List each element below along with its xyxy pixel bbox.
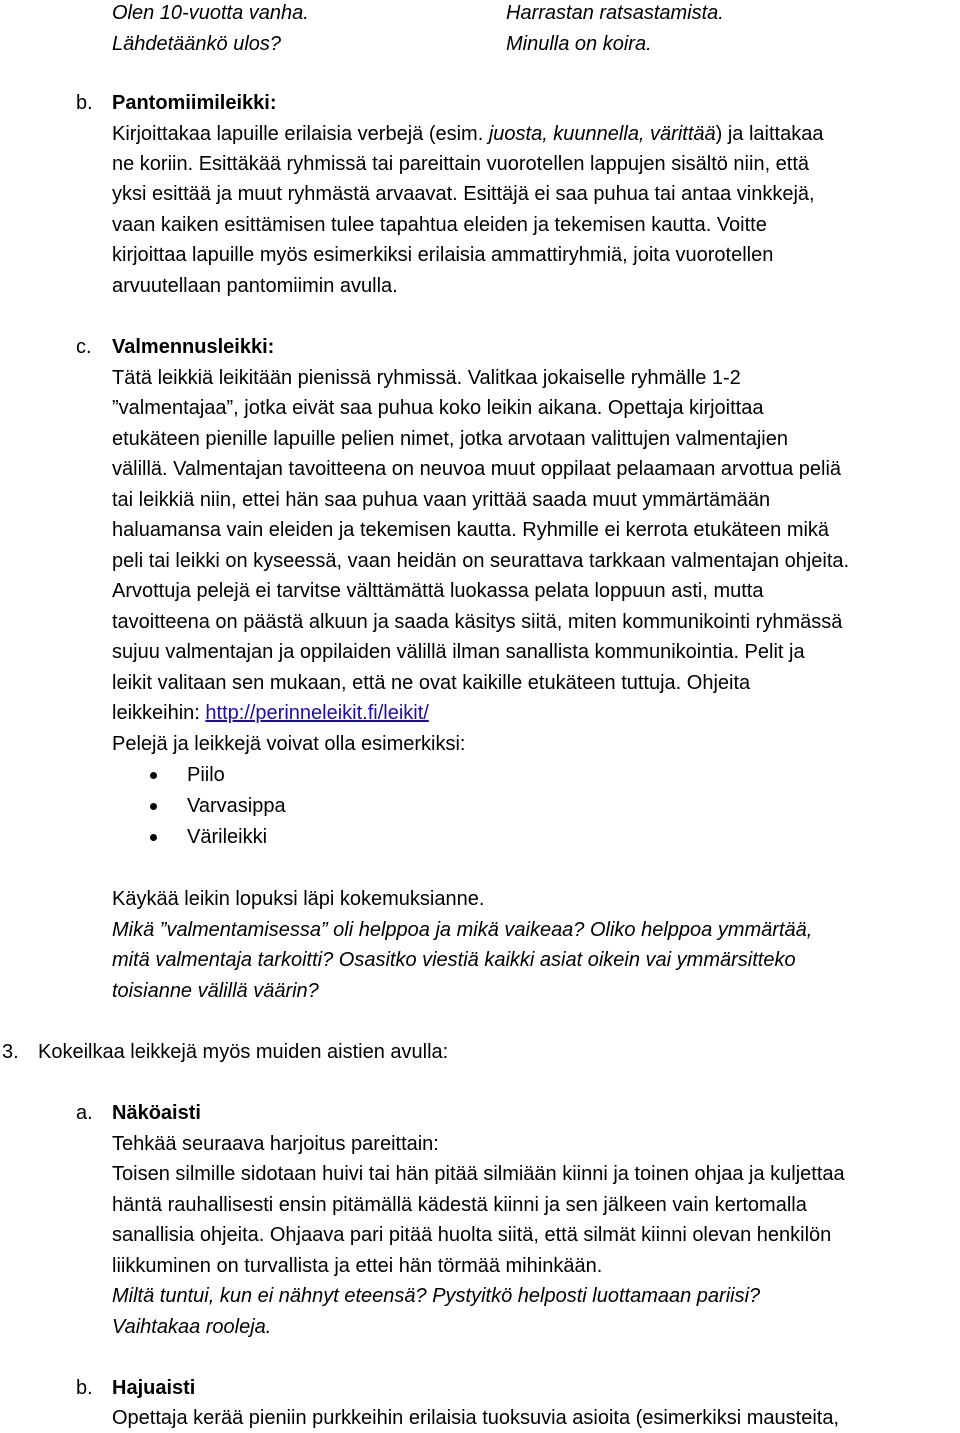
list-item: Värileikki (187, 826, 268, 848)
top-left-line-2: Lähdetäänkö ulos? (112, 33, 282, 55)
section-a-line-1: Tehkää seuraava harjoitus pareittain: (112, 1133, 439, 1155)
bullet-dot (150, 772, 157, 779)
section-c-question-2: mitä valmentaja tarkoitti? Osasitko viestiä kaikki asiat oikein vai ymmärsitteko (112, 949, 796, 971)
section-c-title: Valmennusleikki: (112, 336, 275, 358)
section-c-question-3: toisianne välillä väärin? (112, 980, 319, 1002)
section-a-question-2: Vaihtakaa rooleja. (112, 1316, 272, 1338)
section-c-line-10: sujuu valmentajan ja oppilaiden välillä ilman sanallista kommunikointia. Pelit ja (112, 641, 805, 663)
bullet-dot (150, 803, 157, 810)
section-a-title: Näköaisti (112, 1102, 201, 1124)
section-c-line-6: haluamansa vain eleiden ja tekemisen kautta. Ryhmille ei kerrota etukäteen mikä (112, 519, 830, 541)
section-b-line-3: yksi esittää ja muut ryhmästä arvaavat. Esittäjä ei saa puhua tai antaa vinkkejä, (112, 183, 815, 205)
section-c-line-7: peli tai leikki on kyseessä, vaan heidän on seurattava tarkkaan valmentajan ohjeita. (112, 550, 850, 572)
section-b-line-6: arvuutellaan pantomiimin avulla. (112, 275, 398, 297)
section-c-question-1: Mikä ”valmentamisessa” oli helppoa ja mikä vaikeaa? Oliko helppoa ymmärtää, (112, 919, 813, 941)
section-a-line-5: liikkuminen on turvallista ja ettei hän törmää mihinkään. (112, 1255, 603, 1277)
section-c-line-5: tai leikkiä niin, ettei hän saa puhua vaan yrittää saada muut ymmärtämään (112, 489, 771, 511)
section-c-letter: c. (76, 336, 92, 358)
section-b-title: Pantomiimileikki: (112, 92, 277, 114)
section-a-line-2: Toisen silmille sidotaan huivi tai hän pitää silmiään kiinni ja toinen ohjaa ja kuljettaa (112, 1163, 845, 1185)
section-c-line-12: leikkeihin: http://perinneleikit.fi/leikit/ (112, 702, 429, 724)
section-b-line-4: vaan kaiken esittämisen tulee tapahtua eleiden ja tekemisen kautta. Voitte (112, 214, 767, 236)
section-a-line-4: sanallisia ohjeita. Ohjaava pari pitää huolta siitä, että silmät kiinni olevan henkilön (112, 1224, 832, 1246)
section-3-number: 3. (2, 1041, 19, 1063)
section-b-letter: b. (76, 92, 93, 114)
list-item: Varvasippa (187, 795, 286, 817)
top-right-line-1: Harrastan ratsastamista. (506, 2, 724, 24)
section-3-title: Kokeilkaa leikkejä myös muiden aistien avulla: (38, 1041, 449, 1063)
section-c-after: Käykää leikin lopuksi läpi kokemuksianne. (112, 888, 485, 910)
section-c-line-3: etukäteen pienille lapuille pelien nimet, jotka arvotaan valittujen valmentajien (112, 428, 788, 450)
list-item: Piilo (187, 764, 225, 786)
section-a-letter: a. (76, 1102, 93, 1124)
section-c-line-9: tavoitteena on päästä alkuun ja saada käsitys siitä, miten kommunikointi ryhmässä (112, 611, 843, 633)
section-c-line-1: Tätä leikkiä leikitään pienissä ryhmissä. Valitkaa jokaiselle ryhmälle 1-2 (112, 367, 741, 389)
section-b-line-5: kirjoittaa lapuille myös esimerkiksi erilaisia ammattiryhmiä, joita vuorotellen (112, 244, 774, 266)
perinneleikit-link[interactable]: http://perinneleikit.fi/leikit/ (205, 702, 429, 724)
section-a-question-1: Miltä tuntui, kun ei nähnyt eteensä? Pystyitkö helposti luottamaan pariisi? (112, 1285, 761, 1307)
section-c-line-8: Arvottuja pelejä ei tarvitse välttämättä luokassa pelata loppuun asti, mutta (112, 580, 764, 602)
section-c-line-4: välillä. Valmentajan tavoitteena on neuvoa muut oppilaat pelaamaan arvottua peliä (112, 458, 842, 480)
section-b-line-1: Kirjoittakaa lapuille erilaisia verbejä (esim. juosta, kuunnella, värittää) ja laittakaa (112, 123, 824, 145)
section-b2-letter: b. (76, 1377, 93, 1399)
bullet-dot (150, 834, 157, 841)
section-c-line-13: Pelejä ja leikkejä voivat olla esimerkiksi: (112, 733, 466, 755)
top-right-line-2: Minulla on koira. (506, 33, 652, 55)
section-c-line-2: ”valmentajaa”, jotka eivät saa puhua koko leikin aikana. Opettaja kirjoittaa (112, 397, 764, 419)
section-b2-line-1: Opettaja kerää pieniin purkkeihin erilaisia tuoksuvia asioita (esimerkiksi mausteita, (112, 1407, 840, 1429)
top-left-line-1: Olen 10-vuotta vanha. (112, 2, 309, 24)
section-a-line-3: häntä rauhallisesti ensin pitämällä kädestä kiinni ja sen jälkeen vain kertomalla (112, 1194, 807, 1216)
section-c-line-11: leikit valitaan sen mukaan, että ne ovat kaikille etukäteen tuttuja. Ohjeita (112, 672, 751, 694)
section-b2-title: Hajuaisti (112, 1377, 196, 1399)
section-b-line-2: ne koriin. Esittäkää ryhmissä tai pareittain vuorotellen lappujen sisältö niin, että (112, 153, 810, 175)
